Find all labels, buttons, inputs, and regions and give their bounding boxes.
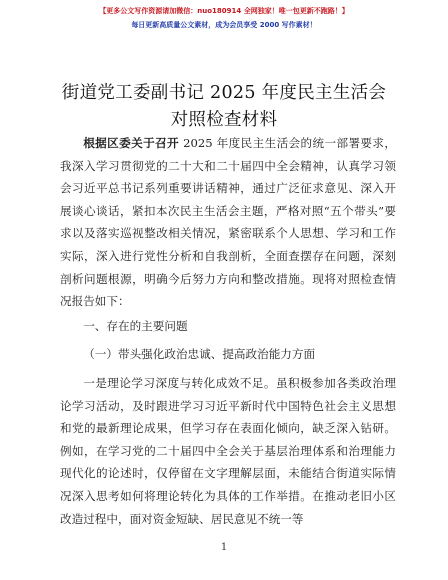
banner-line-1: 【更多公文写作资源请加微信：nuo180914 全网独家！唯一包更新不跑路！】 [99, 7, 349, 15]
subsection-heading: （一）带头强化政治忠诚、提高政治能力方面 [83, 347, 316, 362]
intro-lead: 根据区委关于召开 [83, 136, 180, 150]
intro-rest: 2025 年度民主生活会的统一部署要求，我深入学习贯彻党的二十大和二十届四中全会精神，认真学习领会习近平总书记系列重要讲话精神，通过广泛征求意见、深入开展谈心谈话，紧扣本次民主生活会主题，严格对照“五个带头”要求以及落实巡视整改相关情况，紧密联系个人思想、学习和工作实际，深入进行党性分析和自我剖析，全面查摆存在问题，深刻剖析问题根源，明确今后努力方向和整改措施。现将对照检查情况报告如下： [60, 136, 396, 309]
banner-line-2: 每日更新高质量公文素材，成为会员享受 2000 写作素材！ [131, 21, 317, 29]
section-heading: 一、存在的主要问题 [83, 318, 188, 333]
page-number: 1 [220, 542, 228, 553]
promo-banner [0, 4, 448, 32]
document-body [60, 132, 396, 530]
body-paragraph: 一是理论学习深度与转化成效不足。虽积极参加各类政治理论学习活动，及时跟进学习习近平新时代中国特色社会主义思想和党的最新理论成果，但学习存在表面化倾向，缺乏深入钻研。例如，在学习党的二十届四中全会关于基层治理体系和治理能力现代化的论述时，仅停留在文字理解层面，未能结合街道实际情况深入思考如何将理论转化为具体的工作举措。在推动老旧小区改造过程中，面对资金短缺、居民意见不统一等 [60, 375, 396, 526]
document-title: 街道党工委副书记 2025 年度民主生活会对照检查材料 [61, 83, 387, 130]
intro-paragraph [60, 132, 396, 313]
